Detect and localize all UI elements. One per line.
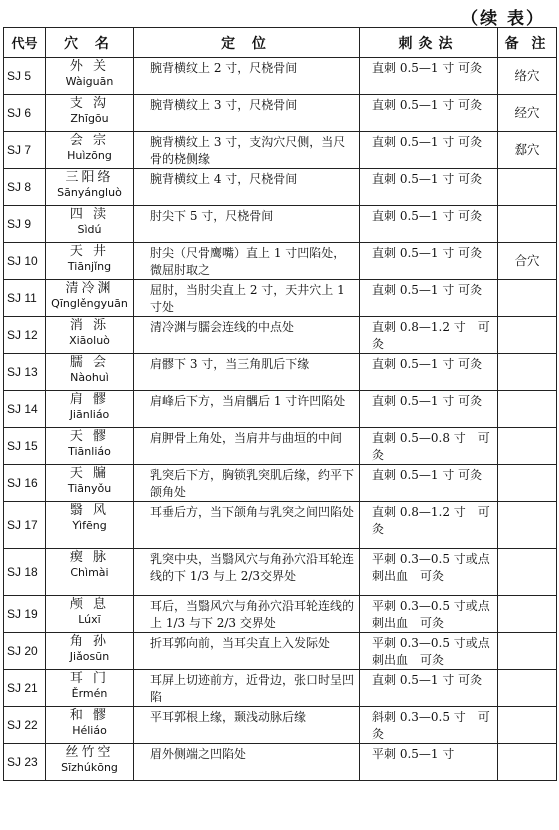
- point-note: [498, 549, 557, 596]
- point-code: SJ 17: [4, 502, 46, 549]
- header-code: 代号: [4, 28, 46, 58]
- table-row: [4, 132, 557, 169]
- point-location: 肩胛骨上角处，当肩井与曲垣的中间: [134, 428, 360, 465]
- point-name-pinyin: Jiānliáo: [69, 408, 110, 421]
- point-name-pinyin: Jiǎosūn: [69, 650, 110, 663]
- point-name-cell: [46, 633, 134, 670]
- point-location: 腕背横纹上 2 寸，尺桡骨间: [134, 58, 360, 95]
- point-name-pinyin: Lúxī: [78, 613, 101, 626]
- point-name-cell: [46, 354, 134, 391]
- point-location: 耳垂后方，当下颌角与乳突之间凹陷处: [134, 502, 360, 549]
- point-code: SJ 15: [4, 428, 46, 465]
- point-location: 肘尖（尺骨鹰嘴）直上 1 寸凹陷处，微屈肘取之: [134, 243, 360, 280]
- point-code: SJ 14: [4, 391, 46, 428]
- point-name-cell: [46, 502, 134, 549]
- table-row: [4, 596, 557, 633]
- point-location: 肘尖下 5 寸，尺桡骨间: [134, 206, 360, 243]
- point-location: 平耳郭根上缘，颞浅动脉后缘: [134, 707, 360, 744]
- point-name-pinyin: Xiāoluò: [69, 334, 110, 347]
- point-technique: 直刺 0.5—0.8 寸 可灸: [360, 428, 498, 465]
- acupoint-table: [3, 27, 557, 781]
- point-code: SJ 16: [4, 465, 46, 502]
- table-row: [4, 465, 557, 502]
- point-name-chinese: 天 髎: [69, 429, 110, 444]
- point-note: [498, 428, 557, 465]
- point-name-chinese: 天 牖: [69, 466, 110, 481]
- point-name-cell: [46, 596, 134, 633]
- point-name-pinyin: Qīnglěngyuān: [51, 297, 128, 310]
- table-row: [4, 391, 557, 428]
- point-name-chinese: 清冷渊: [65, 281, 114, 296]
- point-name-chinese: 肩 髎: [69, 392, 110, 407]
- point-location: 肩峰后下方，当肩髃后 1 寸许凹陷处: [134, 391, 360, 428]
- point-note: [498, 206, 557, 243]
- point-note: 合穴: [498, 243, 557, 280]
- point-name-pinyin: Wàiguān: [65, 75, 114, 88]
- point-name-pinyin: Tiānjǐng: [67, 260, 112, 273]
- point-code: SJ 6: [4, 95, 46, 132]
- point-technique: 直刺 0.5—1 寸 可灸: [360, 391, 498, 428]
- point-name-chinese: 天 井: [69, 244, 110, 259]
- point-name-cell: [46, 132, 134, 169]
- point-code: SJ 11: [4, 280, 46, 317]
- point-location: 腕背横纹上 4 寸，尺桡骨间: [134, 169, 360, 206]
- point-name-chinese: 瘈 脉: [69, 550, 110, 565]
- table-row: [4, 58, 557, 95]
- point-name-pinyin: Sīzhúkōng: [61, 761, 118, 774]
- table-header-row: [4, 28, 557, 58]
- table-row: [4, 502, 557, 549]
- point-location: 腕背横纹上 3 寸，尺桡骨间: [134, 95, 360, 132]
- point-technique: 平刺 0.5—1 寸: [360, 744, 498, 781]
- point-name-cell: [46, 280, 134, 317]
- table-row: [4, 243, 557, 280]
- header-note: 备 注: [498, 28, 557, 58]
- point-note: [498, 354, 557, 391]
- table-row: [4, 670, 557, 707]
- point-technique: 直刺 0.8—1.2 寸 可灸: [360, 502, 498, 549]
- table-row: [4, 633, 557, 670]
- header-point-name: 穴 名: [46, 28, 134, 58]
- point-code: SJ 9: [4, 206, 46, 243]
- table-row: [4, 280, 557, 317]
- point-code: SJ 21: [4, 670, 46, 707]
- point-technique: 直刺 0.8—1.2 寸 可灸: [360, 317, 498, 354]
- point-name-pinyin: Tiānliáo: [68, 445, 111, 458]
- point-name-pinyin: Chìmài: [70, 566, 109, 579]
- point-code: SJ 5: [4, 58, 46, 95]
- point-name-chinese: 会 宗: [69, 133, 110, 148]
- point-name-chinese: 臑 会: [69, 355, 110, 370]
- point-note: 郄穴: [498, 132, 557, 169]
- point-note: [498, 465, 557, 502]
- point-name-pinyin: Héliáo: [72, 724, 107, 737]
- point-name-cell: [46, 391, 134, 428]
- point-technique: 平刺 0.3—0.5 寸或点刺出血 可灸: [360, 633, 498, 670]
- point-name-cell: [46, 169, 134, 206]
- point-name-cell: [46, 317, 134, 354]
- point-name-cell: [46, 549, 134, 596]
- point-code: SJ 8: [4, 169, 46, 206]
- point-note: [498, 670, 557, 707]
- point-code: SJ 22: [4, 707, 46, 744]
- point-note: [498, 502, 557, 549]
- point-location: 眉外侧端之凹陷处: [134, 744, 360, 781]
- point-location: 腕背横纹上 3 寸，支沟穴尺侧，当尺骨的桡侧缘: [134, 132, 360, 169]
- header-location: 定 位: [134, 28, 360, 58]
- point-name-chinese: 四 渎: [69, 207, 110, 222]
- point-code: SJ 19: [4, 596, 46, 633]
- point-technique: 直刺 0.5—1 寸 可灸: [360, 354, 498, 391]
- point-name-pinyin: Ěrmén: [71, 687, 108, 700]
- point-name-pinyin: Sìdú: [77, 223, 102, 236]
- point-note: [498, 280, 557, 317]
- point-name-chinese: 角 孙: [69, 634, 110, 649]
- point-technique: 直刺 0.5—1 寸 可灸: [360, 670, 498, 707]
- point-technique: 直刺 0.5—1 寸 可灸: [360, 206, 498, 243]
- table-row: [4, 169, 557, 206]
- point-name-cell: [46, 58, 134, 95]
- point-note: [498, 317, 557, 354]
- point-technique: 直刺 0.5—1 寸 可灸: [360, 169, 498, 206]
- point-name-pinyin: Huìzōng: [67, 149, 112, 162]
- table-row: [4, 707, 557, 744]
- point-name-chinese: 和 髎: [69, 708, 110, 723]
- table-row: [4, 95, 557, 132]
- point-code: SJ 23: [4, 744, 46, 781]
- point-name-cell: [46, 428, 134, 465]
- point-location: 耳屏上切迹前方，近骨边，张口时呈凹陷: [134, 670, 360, 707]
- point-name-cell: [46, 243, 134, 280]
- point-location: 屈肘，当肘尖直上 2 寸，天井穴上 1 寸处: [134, 280, 360, 317]
- point-name-chinese: 消 泺: [69, 318, 110, 333]
- point-name-cell: [46, 465, 134, 502]
- point-technique: 直刺 0.5—1 寸 可灸: [360, 465, 498, 502]
- point-location: 清冷渊与臑会连线的中点处: [134, 317, 360, 354]
- point-name-chinese: 翳 风: [69, 503, 110, 518]
- point-name-pinyin: Nàohuì: [70, 371, 109, 384]
- table-row: [4, 206, 557, 243]
- continued-label: （续 表）: [461, 9, 545, 29]
- point-note: [498, 633, 557, 670]
- point-name-pinyin: Yìfēng: [72, 519, 107, 532]
- point-note: [498, 169, 557, 206]
- point-name-cell: [46, 95, 134, 132]
- point-name-cell: [46, 670, 134, 707]
- point-location: 耳后，当翳风穴与角孙穴沿耳轮连线的上 1/3 与下 2/3 交界处: [134, 596, 360, 633]
- point-code: SJ 18: [4, 549, 46, 596]
- point-location: 乳突后下方，胸锁乳突肌后缘，约平下颌角处: [134, 465, 360, 502]
- point-name-chinese: 外 关: [69, 59, 110, 74]
- point-name-pinyin: Sānyángluò: [57, 186, 122, 199]
- point-name-pinyin: Zhīgōu: [70, 112, 109, 125]
- table-row: [4, 354, 557, 391]
- point-technique: 直刺 0.5—1 寸 可灸: [360, 95, 498, 132]
- point-note: [498, 596, 557, 633]
- point-technique: 直刺 0.5—1 寸 可灸: [360, 132, 498, 169]
- header-technique: 刺灸法: [360, 28, 498, 58]
- table-row: [4, 317, 557, 354]
- point-technique: 平刺 0.3—0.5 寸或点刺出血 可灸: [360, 596, 498, 633]
- point-location: 折耳郭向前，当耳尖直上入发际处: [134, 633, 360, 670]
- point-note: [498, 744, 557, 781]
- table-row: [4, 744, 557, 781]
- point-name-cell: [46, 744, 134, 781]
- point-code: SJ 13: [4, 354, 46, 391]
- table-row: [4, 428, 557, 465]
- point-technique: 直刺 0.5—1 寸 可灸: [360, 243, 498, 280]
- point-location: 乳突中央，当翳风穴与角孙穴沿耳轮连线的下 1/3 与上 2/3交界处: [134, 549, 360, 596]
- point-technique: 直刺 0.5—1 寸 可灸: [360, 280, 498, 317]
- point-note: 络穴: [498, 58, 557, 95]
- point-location: 肩髎下 3 寸，当三角肌后下缘: [134, 354, 360, 391]
- point-name-cell: [46, 707, 134, 744]
- point-name-chinese: 丝竹空: [65, 745, 114, 760]
- point-name-chinese: 耳 门: [69, 671, 110, 686]
- point-name-cell: [46, 206, 134, 243]
- point-code: SJ 10: [4, 243, 46, 280]
- point-note: 经穴: [498, 95, 557, 132]
- point-name-chinese: 支 沟: [69, 96, 110, 111]
- point-technique: 斜刺 0.3—0.5 寸 可灸: [360, 707, 498, 744]
- point-code: SJ 12: [4, 317, 46, 354]
- point-technique: 平刺 0.3—0.5 寸或点刺出血 可灸: [360, 549, 498, 596]
- point-code: SJ 20: [4, 633, 46, 670]
- point-code: SJ 7: [4, 132, 46, 169]
- point-technique: 直刺 0.5—1 寸 可灸: [360, 58, 498, 95]
- point-note: [498, 391, 557, 428]
- point-name-chinese: 三阳络: [65, 170, 114, 185]
- point-name-pinyin: Tiānyǒu: [67, 482, 112, 495]
- table-row: [4, 549, 557, 596]
- point-note: [498, 707, 557, 744]
- point-name-chinese: 颅 息: [69, 597, 110, 612]
